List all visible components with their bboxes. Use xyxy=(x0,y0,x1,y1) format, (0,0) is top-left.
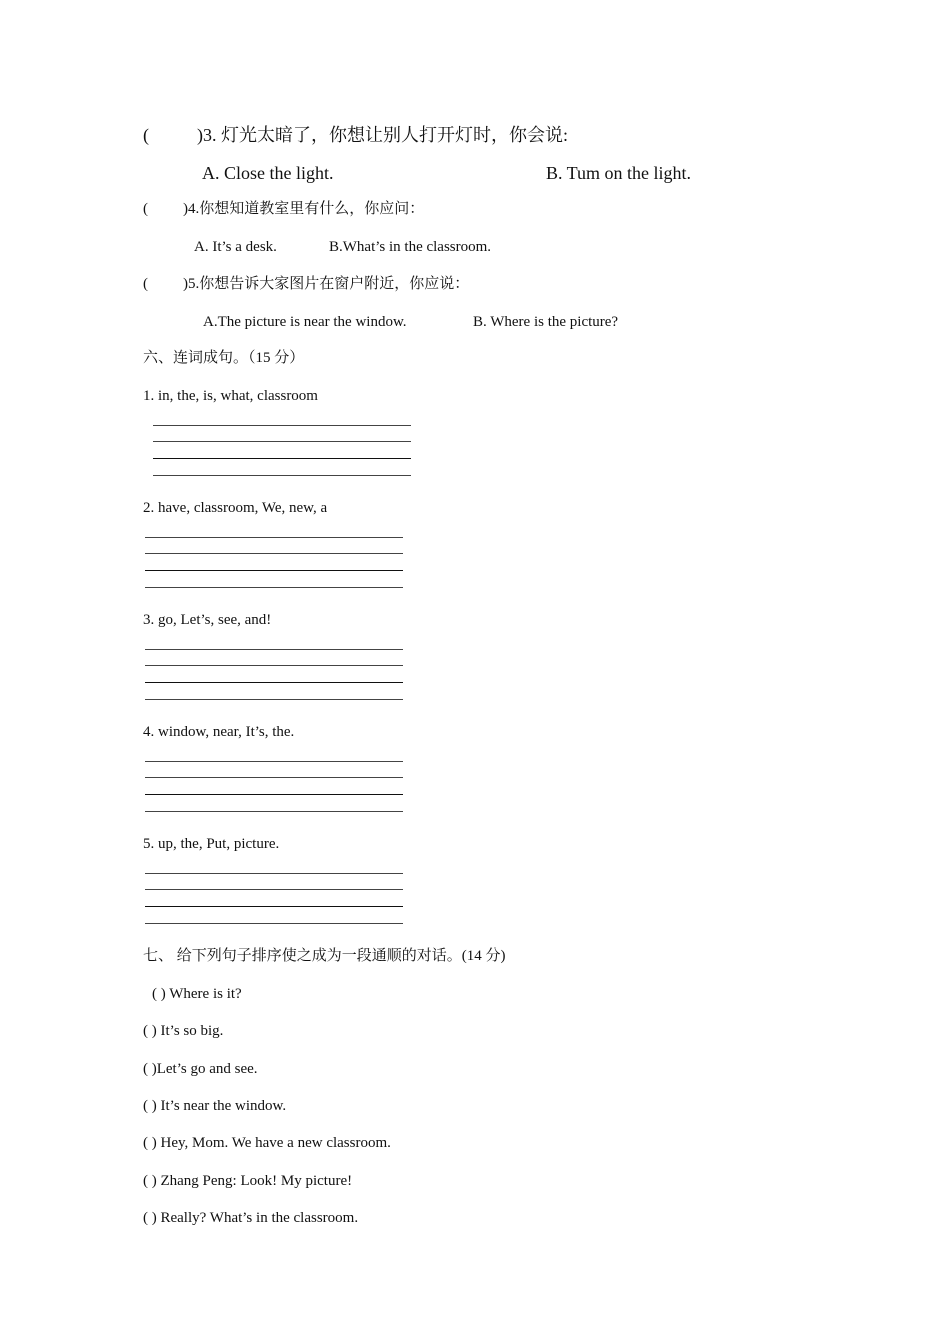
answer-line[interactable] xyxy=(153,441,411,442)
q5-paren: ( xyxy=(143,276,148,292)
answer-line[interactable] xyxy=(145,923,403,924)
section6-item-1: 1. in, the, is, what, classroom xyxy=(143,388,318,404)
q3-option-a: A. Close the light. xyxy=(202,163,334,183)
q3-prompt: )3. 灯光太暗了，你想让别人打开灯时，你会说: xyxy=(197,125,568,145)
q5-option-a: A.The picture is near the window. xyxy=(203,314,407,330)
section6-item-2: 2. have, classroom, We, new, a xyxy=(143,500,328,516)
answer-line[interactable] xyxy=(145,649,403,650)
q3-option-b: B. Tum on the light. xyxy=(546,163,692,183)
answer-line[interactable] xyxy=(145,906,403,907)
q5-prompt: )5.你想告诉大家图片在窗户附近，你应说： xyxy=(183,276,470,292)
answer-line[interactable] xyxy=(145,699,403,700)
answer-line[interactable] xyxy=(145,794,403,795)
answer-line[interactable] xyxy=(145,587,403,588)
section7-item-2: ( ) It’s so big. xyxy=(143,1023,224,1039)
section7-heading: 七、 给下列句子排序使之成为一段通顺的对话。(14 分) xyxy=(143,948,506,964)
section7-item-7: ( ) Really? What’s in the classroom. xyxy=(143,1210,359,1226)
answer-line[interactable] xyxy=(145,811,403,812)
section6-heading: 六、连词成句。（15 分） xyxy=(143,350,305,366)
answer-line[interactable] xyxy=(145,553,403,554)
section7-item-1: ( ) Where is it? xyxy=(152,986,242,1002)
section7-item-4: ( ) It’s near the window. xyxy=(143,1098,287,1114)
q3-paren: ( xyxy=(143,125,149,145)
section7-item-5: ( ) Hey, Mom. We have a new classroom. xyxy=(143,1135,391,1151)
q4-option-a: A. It’s a desk. xyxy=(194,239,277,255)
answer-line[interactable] xyxy=(145,682,403,683)
q4-option-b: B.What’s in the classroom. xyxy=(329,239,492,255)
answer-line[interactable] xyxy=(145,873,403,874)
section6-item-5: 5. up, the, Put, picture. xyxy=(143,836,280,852)
answer-line[interactable] xyxy=(145,761,403,762)
answer-line[interactable] xyxy=(153,425,411,426)
q5-option-b: B. Where is the picture? xyxy=(473,314,619,330)
section6-item-4: 4. window, near, It’s, the. xyxy=(143,724,295,740)
q4-paren: ( xyxy=(143,201,148,217)
answer-line[interactable] xyxy=(153,458,411,459)
q4-prompt: )4.你想知道教室里有什么，你应问： xyxy=(183,201,425,217)
answer-line[interactable] xyxy=(145,889,403,890)
section7-item-6: ( ) Zhang Peng: Look! My picture! xyxy=(143,1173,353,1189)
answer-line[interactable] xyxy=(145,570,403,571)
section6-item-3: 3. go, Let’s, see, and! xyxy=(143,612,272,628)
section7-item-3: ( )Let’s go and see. xyxy=(143,1061,258,1077)
answer-line[interactable] xyxy=(145,777,403,778)
answer-line[interactable] xyxy=(153,475,411,476)
answer-line[interactable] xyxy=(145,665,403,666)
answer-line[interactable] xyxy=(145,537,403,538)
